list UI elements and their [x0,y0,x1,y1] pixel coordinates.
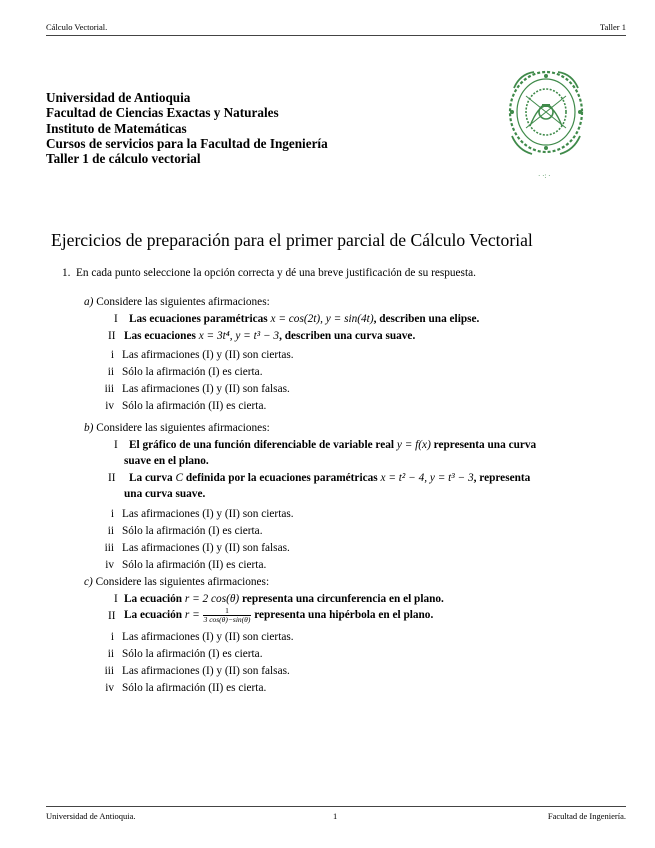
statement-math: r = [184,609,200,622]
option-text: Sólo la afirmación (I) es cierta. [122,525,263,537]
option-text: Las afirmaciones (I) y (II) son falsas. [122,542,290,554]
option-number: iii [104,542,114,554]
option-text: Sólo la afirmación (II) es cierta. [122,400,267,412]
option-number: ii [107,366,114,378]
option-text: Sólo la afirmación (I) es cierta. [122,648,263,660]
institution-line: Taller 1 de cálculo vectorial [46,151,201,167]
option-iv [84,680,629,697]
statement-text: , describen una curva suave. [279,330,416,342]
option-iii [84,381,629,398]
statement-number: I [114,439,118,451]
statement-I [84,437,629,470]
statement-text: La ecuación [124,609,185,622]
statement-math: x = t² − 4, y = t³ − 3 [380,472,474,484]
statement-II [84,608,629,629]
statement-text: , representa [473,472,531,484]
problem-number: 1. [62,267,71,279]
item-label: c) [84,576,93,588]
footer-rule [46,806,626,807]
option-iv [84,557,629,574]
item-intro-text: Considere las siguientes afirmaciones: [95,576,270,588]
option-i [84,506,629,523]
statement-II [84,328,629,347]
running-header-left: Cálculo Vectorial. [46,22,108,32]
statement-II [84,470,629,506]
option-text: Sólo la afirmación (I) es cierta. [122,366,263,378]
problem-text: En cada punto seleccione la opción correcta y dé una breve justificación de su respuesta. [76,267,476,279]
item-c [84,574,629,697]
seal-icon [500,66,592,178]
statement-text: Las ecuaciones paramétricas [129,313,271,325]
statement-text: Las ecuaciones [124,330,199,342]
item-intro-text: Considere las siguientes afirmaciones: [96,422,270,434]
option-text: Las afirmaciones (I) y (II) son falsas. [122,665,290,677]
statement-math: r = 2 cos(θ) [184,593,240,605]
option-text: Sólo la afirmación (II) es cierta. [122,559,267,571]
institution-line: Facultad de Ciencias Exactas y Naturales [46,105,279,121]
item-label: b) [84,422,94,434]
university-seal-logo [500,66,592,178]
institution-block [46,90,328,166]
footer-left: Universidad de Antioquia. [46,811,136,821]
item-label: a) [84,296,94,308]
option-iii [84,540,629,557]
statement-number: II [108,472,116,484]
option-ii [84,646,629,663]
item-intro-text: Considere las siguientes afirmaciones: [96,296,270,308]
option-text: Las afirmaciones (I) y (II) son falsas. [122,383,290,395]
statement-number: II [108,330,116,342]
statement-text: El gráfico de una función diferenciable de variable real [129,439,397,451]
option-number: i [110,631,114,643]
option-number: iv [105,682,114,694]
option-number: iv [105,400,114,412]
fraction-numerator: 1 [203,607,252,616]
header-rule [46,35,626,36]
item-b [84,420,629,574]
option-ii [84,523,629,540]
problem-1 [62,267,476,279]
footer-right: Facultad de Ingeniería. [547,811,626,821]
statement-math: y = f(x) [396,439,431,451]
institution-line: Universidad de Antioquia [46,90,191,105]
statement-text: una curva suave. [124,488,206,500]
seal-caption: · ·: · [538,172,551,180]
statement-text: representa una curva [430,439,537,451]
statement-text: definida por la ecuaciones paramétricas [183,472,381,484]
statement-text: representa una circunferencia en el plano. [239,593,444,605]
option-iii [84,663,629,680]
option-text: Las afirmaciones (I) y (II) son ciertas. [122,508,294,520]
option-text: Las afirmaciones (I) y (II) son ciertas. [122,349,294,361]
statement-text: La ecuación [124,593,185,605]
item-intro [84,574,629,591]
statement-number: I [114,313,118,325]
fraction [203,607,252,624]
statement-I [84,311,629,328]
statement-number: II [108,610,116,622]
option-iv [84,398,629,415]
page-number: 1 [333,811,338,821]
option-number: ii [107,648,114,660]
option-ii [84,364,629,381]
statement-text: La curva [129,472,176,484]
option-text: Sólo la afirmación (II) es cierta. [122,682,267,694]
option-number: iii [104,665,114,677]
statement-I [84,591,629,608]
statement-text: , describen una elipse. [373,313,480,325]
section-title: Ejercicios de preparación para el primer parcial de Cálculo Vectorial [51,230,533,250]
statement-math: C [175,472,183,484]
option-number: i [110,349,114,361]
institution-line: Instituto de Matemáticas [46,120,187,136]
fraction-denominator: 3 cos(θ)−sin(θ) [203,615,251,624]
option-i [84,347,629,364]
option-number: iii [104,383,114,395]
statement-text: suave en el plano. [124,455,209,467]
statement-math: x = 3t⁴, y = t³ − 3 [198,330,280,342]
running-header-right: Taller 1 [599,22,626,32]
statement-text: representa una hipérbola en el plano. [254,609,434,622]
item-intro [84,294,629,311]
option-text: Las afirmaciones (I) y (II) son ciertas. [122,631,294,643]
option-number: ii [107,525,114,537]
statement-number: I [114,593,118,605]
institution-line: Cursos de servicios para la Facultad de Ingeniería [46,135,328,151]
item-intro [84,420,629,437]
option-number: i [110,508,114,520]
option-i [84,629,629,646]
option-number: iv [105,559,114,571]
item-a [84,294,629,415]
statement-math: x = cos(2t), y = sin(4t) [270,313,374,325]
